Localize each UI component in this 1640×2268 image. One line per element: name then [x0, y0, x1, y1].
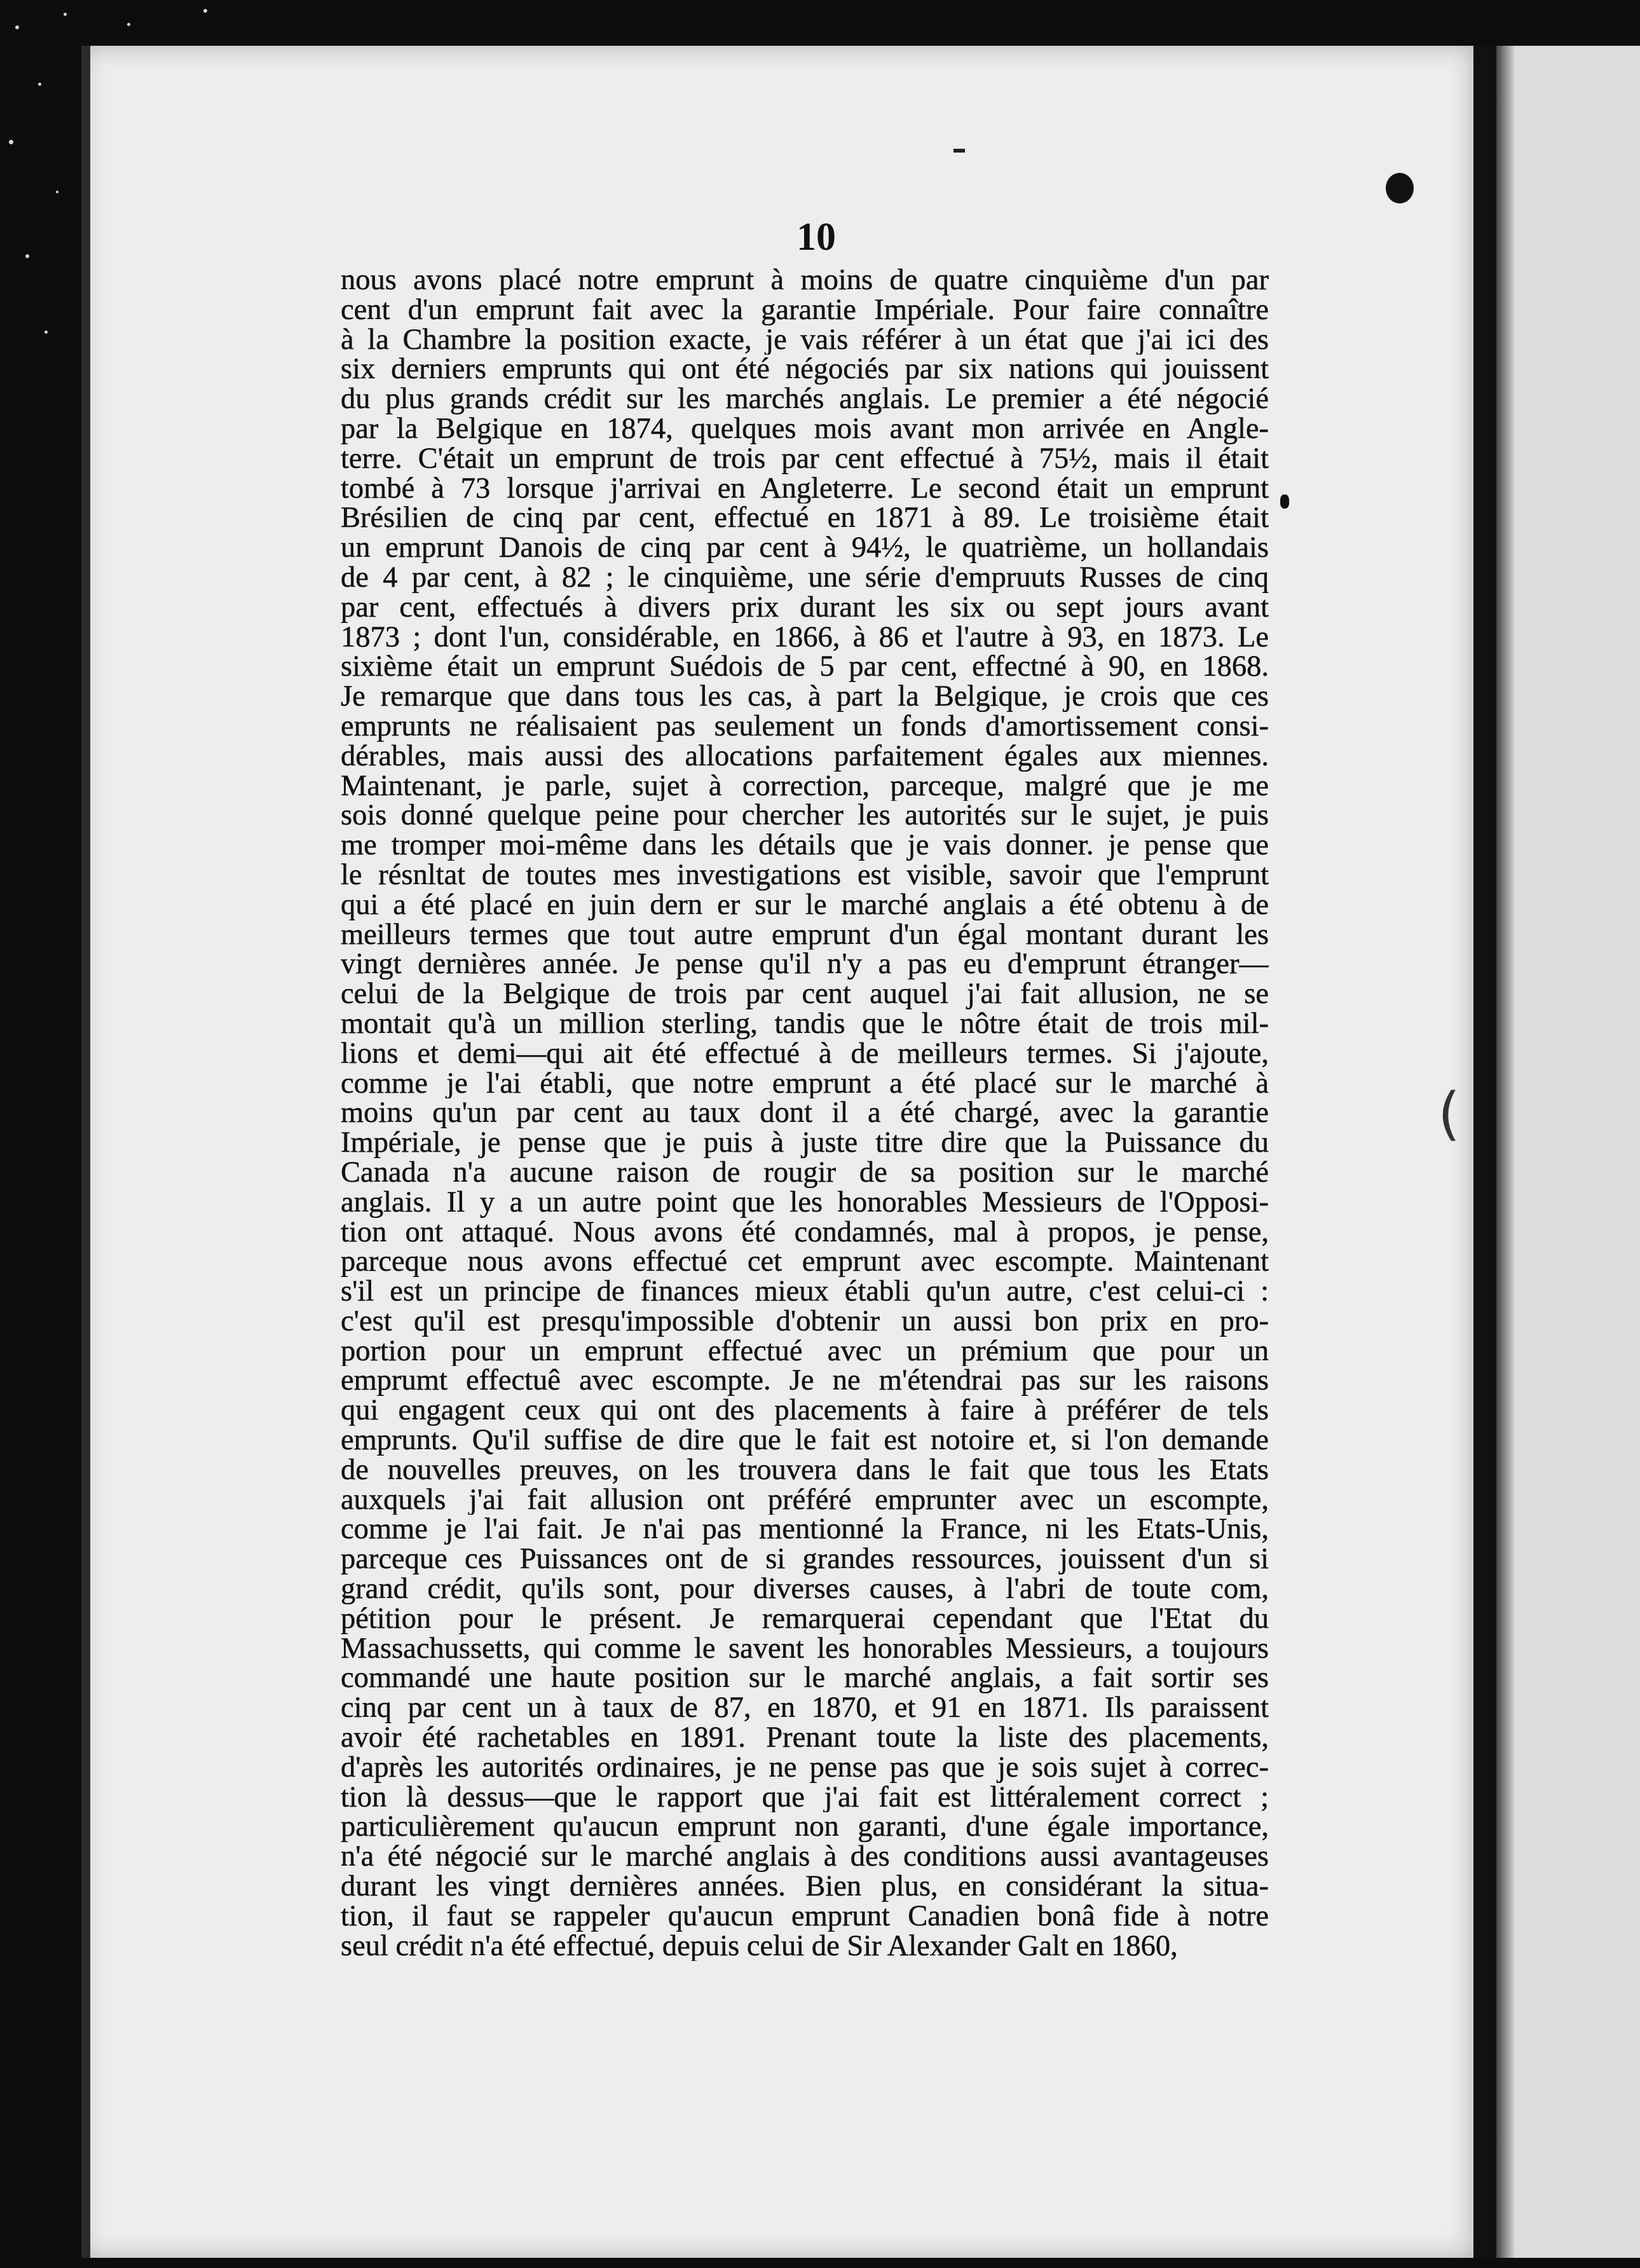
text-line: par la Belgique en 1874, quelques mois avant mon arrivée en Angle-: [341, 414, 1269, 444]
text-line: emprunts. Qu'il suffise de dire que le fait est notoire et, si l'on demande: [341, 1426, 1269, 1456]
text-line: portion pour un emprunt effectué avec un prémium que pour un: [341, 1336, 1269, 1367]
text-line: particulièrement qu'aucun emprunt non garanti, d'une égale importance,: [341, 1812, 1269, 1843]
text-line: terre. C'était un emprunt de trois par cent effectué à 75½, mais il était: [341, 444, 1269, 474]
text-line: Brésilien de cinq par cent, effectué en 1871 à 89. Le troisième était: [341, 503, 1269, 534]
text-line: tombé à 73 lorsque j'arrivai en Angleterre. Le second était un emprunt: [341, 474, 1269, 504]
page-gutter: [1473, 46, 1496, 2258]
text-line: meilleurs termes que tout autre emprunt d'un égal montant durant les: [341, 920, 1269, 950]
margin-mark: [1280, 495, 1289, 509]
text-line: vingt dernières année. Je pense qu'il n'y a pas eu d'emprunt étranger—: [341, 950, 1269, 980]
text-line: grand crédit, qu'ils sont, pour diverses causes, à l'abri de toute com,: [341, 1575, 1269, 1604]
body-text: [341, 266, 1269, 1961]
text-line: le résnltat de toutes mes investigations est visible, savoir que l'emprunt: [341, 860, 1269, 891]
page-left-edge: [81, 46, 90, 2258]
text-line: anglais. Il y a un autre point que les honorables Messieurs de l'Opposi-: [341, 1187, 1269, 1218]
text-line: nous avons placé notre emprunt à moins de quatre cinquième d'un par: [341, 266, 1269, 296]
text-line: six derniers emprunts qui ont été négociés par six nations qui jouissent: [341, 355, 1269, 385]
text-line: qui engagent ceux qui ont des placements à faire à préférer de tels: [341, 1396, 1269, 1426]
text-line: d'après les autorités ordinaires, je ne pense pas que je sois sujet à correc-: [341, 1752, 1269, 1783]
text-line: un emprunt Danois de cinq par cent à 94½, le quatrième, un hollandais: [341, 533, 1269, 563]
text-line: cinq par cent un à taux de 87, en 1870, et 91 en 1871. Ils paraissent: [341, 1693, 1269, 1724]
text-line: Maintenant, je parle, sujet à correction, parceque, malgré que je me: [341, 771, 1269, 802]
text-line: par cent, effectués à divers prix durant les six ou sept jours avant: [341, 592, 1269, 623]
text-line: sixième était un emprunt Suédois de 5 par cent, effectné à 90, en 1868.: [341, 652, 1269, 683]
text-line: n'a été négocié sur le marché anglais à des conditions aussi avantageuses: [341, 1842, 1269, 1873]
text-line: Massachussetts, qui comme le savent les honorables Messieurs, a toujours: [341, 1634, 1269, 1664]
text-line: seul crédit n'a été effectué, depuis celui de Sir Alexander Galt en 1860,: [341, 1931, 1178, 1962]
text-line: emprunts ne réalisaient pas seulement un fonds d'amortissement consi-: [341, 711, 1269, 742]
text-line: tion là dessus—que le rapport que j'ai fait est littéralement correct ;: [341, 1782, 1269, 1813]
text-line: parceque ces Puissances ont de si grandes ressources, jouissent d'un si: [341, 1545, 1269, 1575]
text-line: c'est qu'il est presqu'impossible d'obtenir un aussi bon prix en pro-: [341, 1306, 1269, 1337]
text-line: sois donné quelque peine pour chercher les autorités sur le sujet, je puis: [341, 801, 1269, 831]
text-line: montait qu'à un million sterling, tandis que le nôtre était de trois mil-: [341, 1009, 1269, 1039]
text-line: dérables, mais aussi des allocations parfaitement égales aux miennes.: [341, 741, 1269, 772]
text-line: celui de la Belgique de trois par cent auquel j'ai fait allusion, ne se: [341, 980, 1269, 1009]
edge-mark: (: [1438, 1081, 1461, 1147]
text-line: du plus grands crédit sur les marchés anglais. Le premier a été négocié: [341, 385, 1269, 414]
text-line: qui a été placé en juin dern er sur le marché anglais a été obtenu à de: [341, 890, 1269, 920]
text-line: lions et demi—qui ait été effectué à de meilleurs termes. Si j'ajoute,: [341, 1039, 1269, 1069]
text-line: Canada n'a aucune raison de rougir de sa position sur le marché: [341, 1158, 1269, 1188]
ink-blot: [1386, 173, 1414, 203]
text-line: avoir été rachetables en 1891. Prenant toute la liste des placements,: [341, 1723, 1269, 1753]
text-line: 1873 ; dont l'un, considérable, en 1866, à 86 et l'autre à 93, en 1873. Le: [341, 622, 1269, 653]
text-line: comme je l'ai établi, que notre emprunt a été placé sur le marché à: [341, 1069, 1269, 1099]
text-line: tion ont attaqué. Nous avons été condamnés, mal à propos, je pense,: [341, 1217, 1269, 1248]
text-line: me tromper moi-même dans les détails que je vais donner. je pense que: [341, 831, 1269, 861]
text-line: s'il est un principe de finances mieux établi qu'un autre, c'est celui-ci :: [341, 1277, 1269, 1307]
text-line: Impériale, je pense que je puis à juste titre dire que la Puissance du: [341, 1128, 1269, 1158]
text-line: à la Chambre la position exacte, je vais référer à un état que j'ai ici des: [341, 325, 1269, 355]
text-line: Je remarque que dans tous les cas, à part la Belgique, je crois que ces: [341, 682, 1269, 712]
text-line: de 4 par cent, à 82 ; le cinquième, une série d'empruuts Russes de cinq: [341, 563, 1269, 593]
page-number: 10: [796, 215, 836, 259]
text-line: auxquels j'ai fait allusion ont préféré emprunter avec un escompte,: [341, 1485, 1269, 1515]
text-line: comme je l'ai fait. Je n'ai pas mentionné la France, ni les Etats-Unis,: [341, 1515, 1269, 1545]
text-line: cent d'un emprunt fait avec la garantie Impériale. Pour faire connaître: [341, 295, 1269, 325]
text-line: emprumt effectuê avec escompte. Je ne m'étendrai pas sur les raisons: [341, 1366, 1269, 1397]
text-line: moins qu'un par cent au taux dont il a été chargé, avec la garantie: [341, 1098, 1269, 1129]
text-line: durant les vingt dernières années. Bien plus, en considérant la situa-: [341, 1872, 1269, 1902]
text-line: parceque nous avons effectué cet emprunt avec escompte. Maintenant: [341, 1247, 1269, 1278]
ink-mark: [953, 149, 965, 153]
text-line: commandé une haute position sur le marché anglais, a fait sortir ses: [341, 1663, 1269, 1694]
text-line: tion, il faut se rappeler qu'aucun emprunt Canadien bonâ fide à notre: [341, 1901, 1269, 1932]
adjacent-page-edge: [1496, 46, 1640, 2258]
text-line: de nouvelles preuves, on les trouvera dans le fait que tous les Etats: [341, 1455, 1269, 1486]
text-line: pétition pour le présent. Je remarquerai cependant que l'Etat du: [341, 1604, 1269, 1634]
